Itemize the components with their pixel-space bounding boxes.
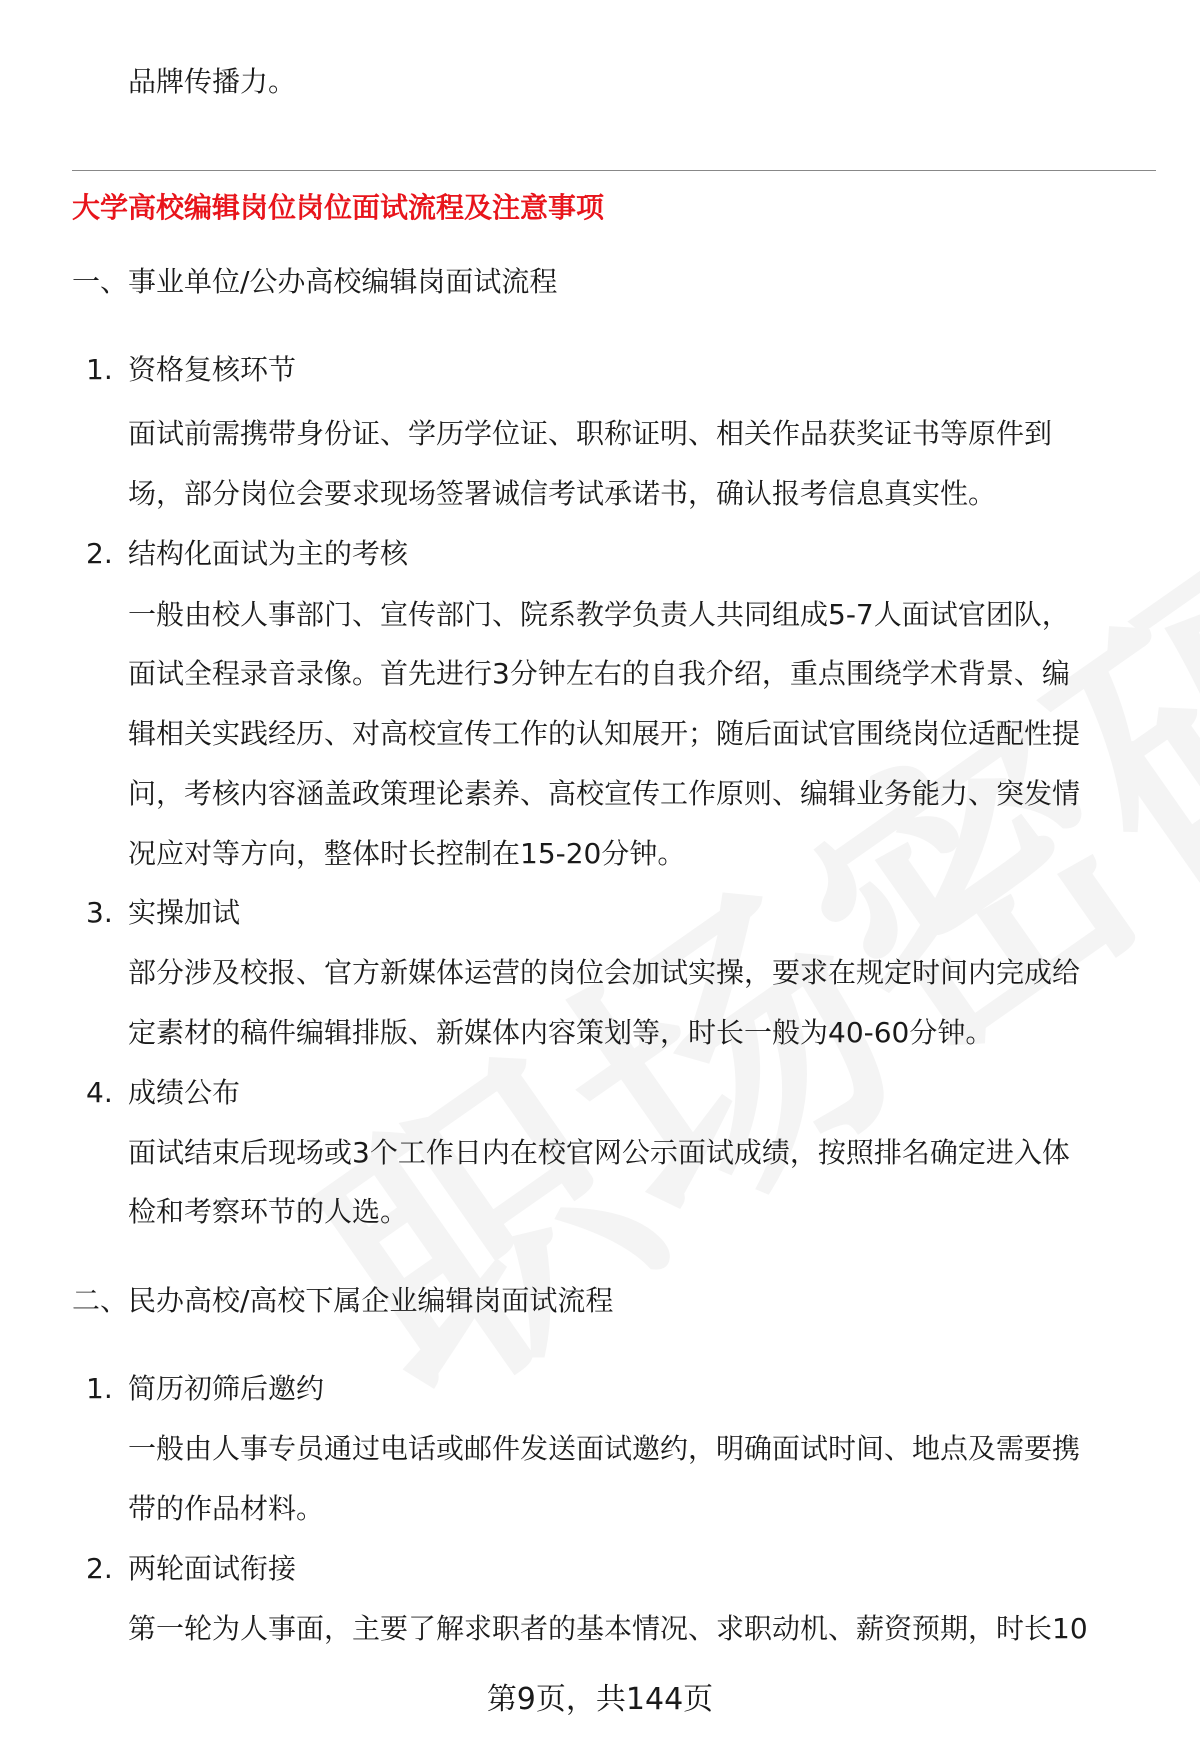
section-divider <box>72 170 1156 171</box>
section-title: 大学高校编辑岗位岗位面试流程及注意事项 <box>72 191 605 224</box>
part2-item1-line1: 一般由人事专员通过电话或邮件发送面试邀约，明确面试时间、地点及需要携 <box>128 1432 1081 1465</box>
part2-item1-line2: 带的作品材料。 <box>128 1492 325 1525</box>
page-footer: 第9页，共144页 <box>486 1682 714 1717</box>
part1-item1-line2: 场，部分岗位会要求现场签署诚信考试承诺书，确认报考信息真实性。 <box>128 477 997 510</box>
part2-item2-line1: 第一轮为人事面，主要了解求职者的基本情况、求职动机、薪资预期，时长10 <box>128 1612 1088 1645</box>
part2-item1-title: 简历初筛后邀约 <box>128 1372 325 1405</box>
part1-item4-line2: 检和考察环节的人选。 <box>128 1195 409 1228</box>
part2-item1-number: 1. <box>86 1372 113 1405</box>
part1-item1-line1: 面试前需携带身份证、学历学位证、职称证明、相关作品获奖证书等原件到 <box>128 417 1053 450</box>
part1-item2-title: 结构化面试为主的考核 <box>128 537 409 570</box>
part1-item3-line2: 定素材的稿件编辑排版、新媒体内容策划等，时长一般为40-60分钟。 <box>128 1016 994 1049</box>
part1-item3-number: 3. <box>86 896 113 929</box>
part1-item3-line1: 部分涉及校报、官方新媒体运营的岗位会加试实操，要求在规定时间内完成给 <box>128 956 1081 989</box>
part1-item4-title: 成绩公布 <box>128 1076 241 1109</box>
part1-item1-number: 1. <box>86 353 113 386</box>
part1-heading: 一、事业单位/公办高校编辑岗面试流程 <box>72 265 558 298</box>
part1-item2-number: 2. <box>86 537 113 570</box>
part1-item2-line5: 况应对等方向，整体时长控制在15-20分钟。 <box>128 837 686 870</box>
part1-item2-line3: 辑相关实践经历、对高校宣传工作的认知展开；随后面试官围绕岗位适配性提 <box>128 717 1081 750</box>
part1-item3-title: 实操加试 <box>128 896 241 929</box>
part1-item1-title: 资格复核环节 <box>128 353 297 386</box>
part1-item2-line1: 一般由校人事部门、宣传部门、院系教学负责人共同组成5-7人面试官团队， <box>128 598 1070 631</box>
part2-item2-title: 两轮面试衔接 <box>128 1552 297 1585</box>
part2-item2-number: 2. <box>86 1552 113 1585</box>
part1-item4-number: 4. <box>86 1076 113 1109</box>
part1-item2-line2: 面试全程录音录像。首先进行3分钟左右的自我介绍，重点围绕学术背景、编 <box>128 657 1070 690</box>
part1-item2-line4: 问，考核内容涵盖政策理论素养、高校宣传工作原则、编辑业务能力、突发情 <box>128 777 1081 810</box>
part1-item4-line1: 面试结束后现场或3个工作日内在校官网公示面试成绩，按照排名确定进入体 <box>128 1136 1070 1169</box>
intro-tail-text: 品牌传播力。 <box>128 65 297 98</box>
part2-heading: 二、民办高校/高校下属企业编辑岗面试流程 <box>72 1284 614 1317</box>
